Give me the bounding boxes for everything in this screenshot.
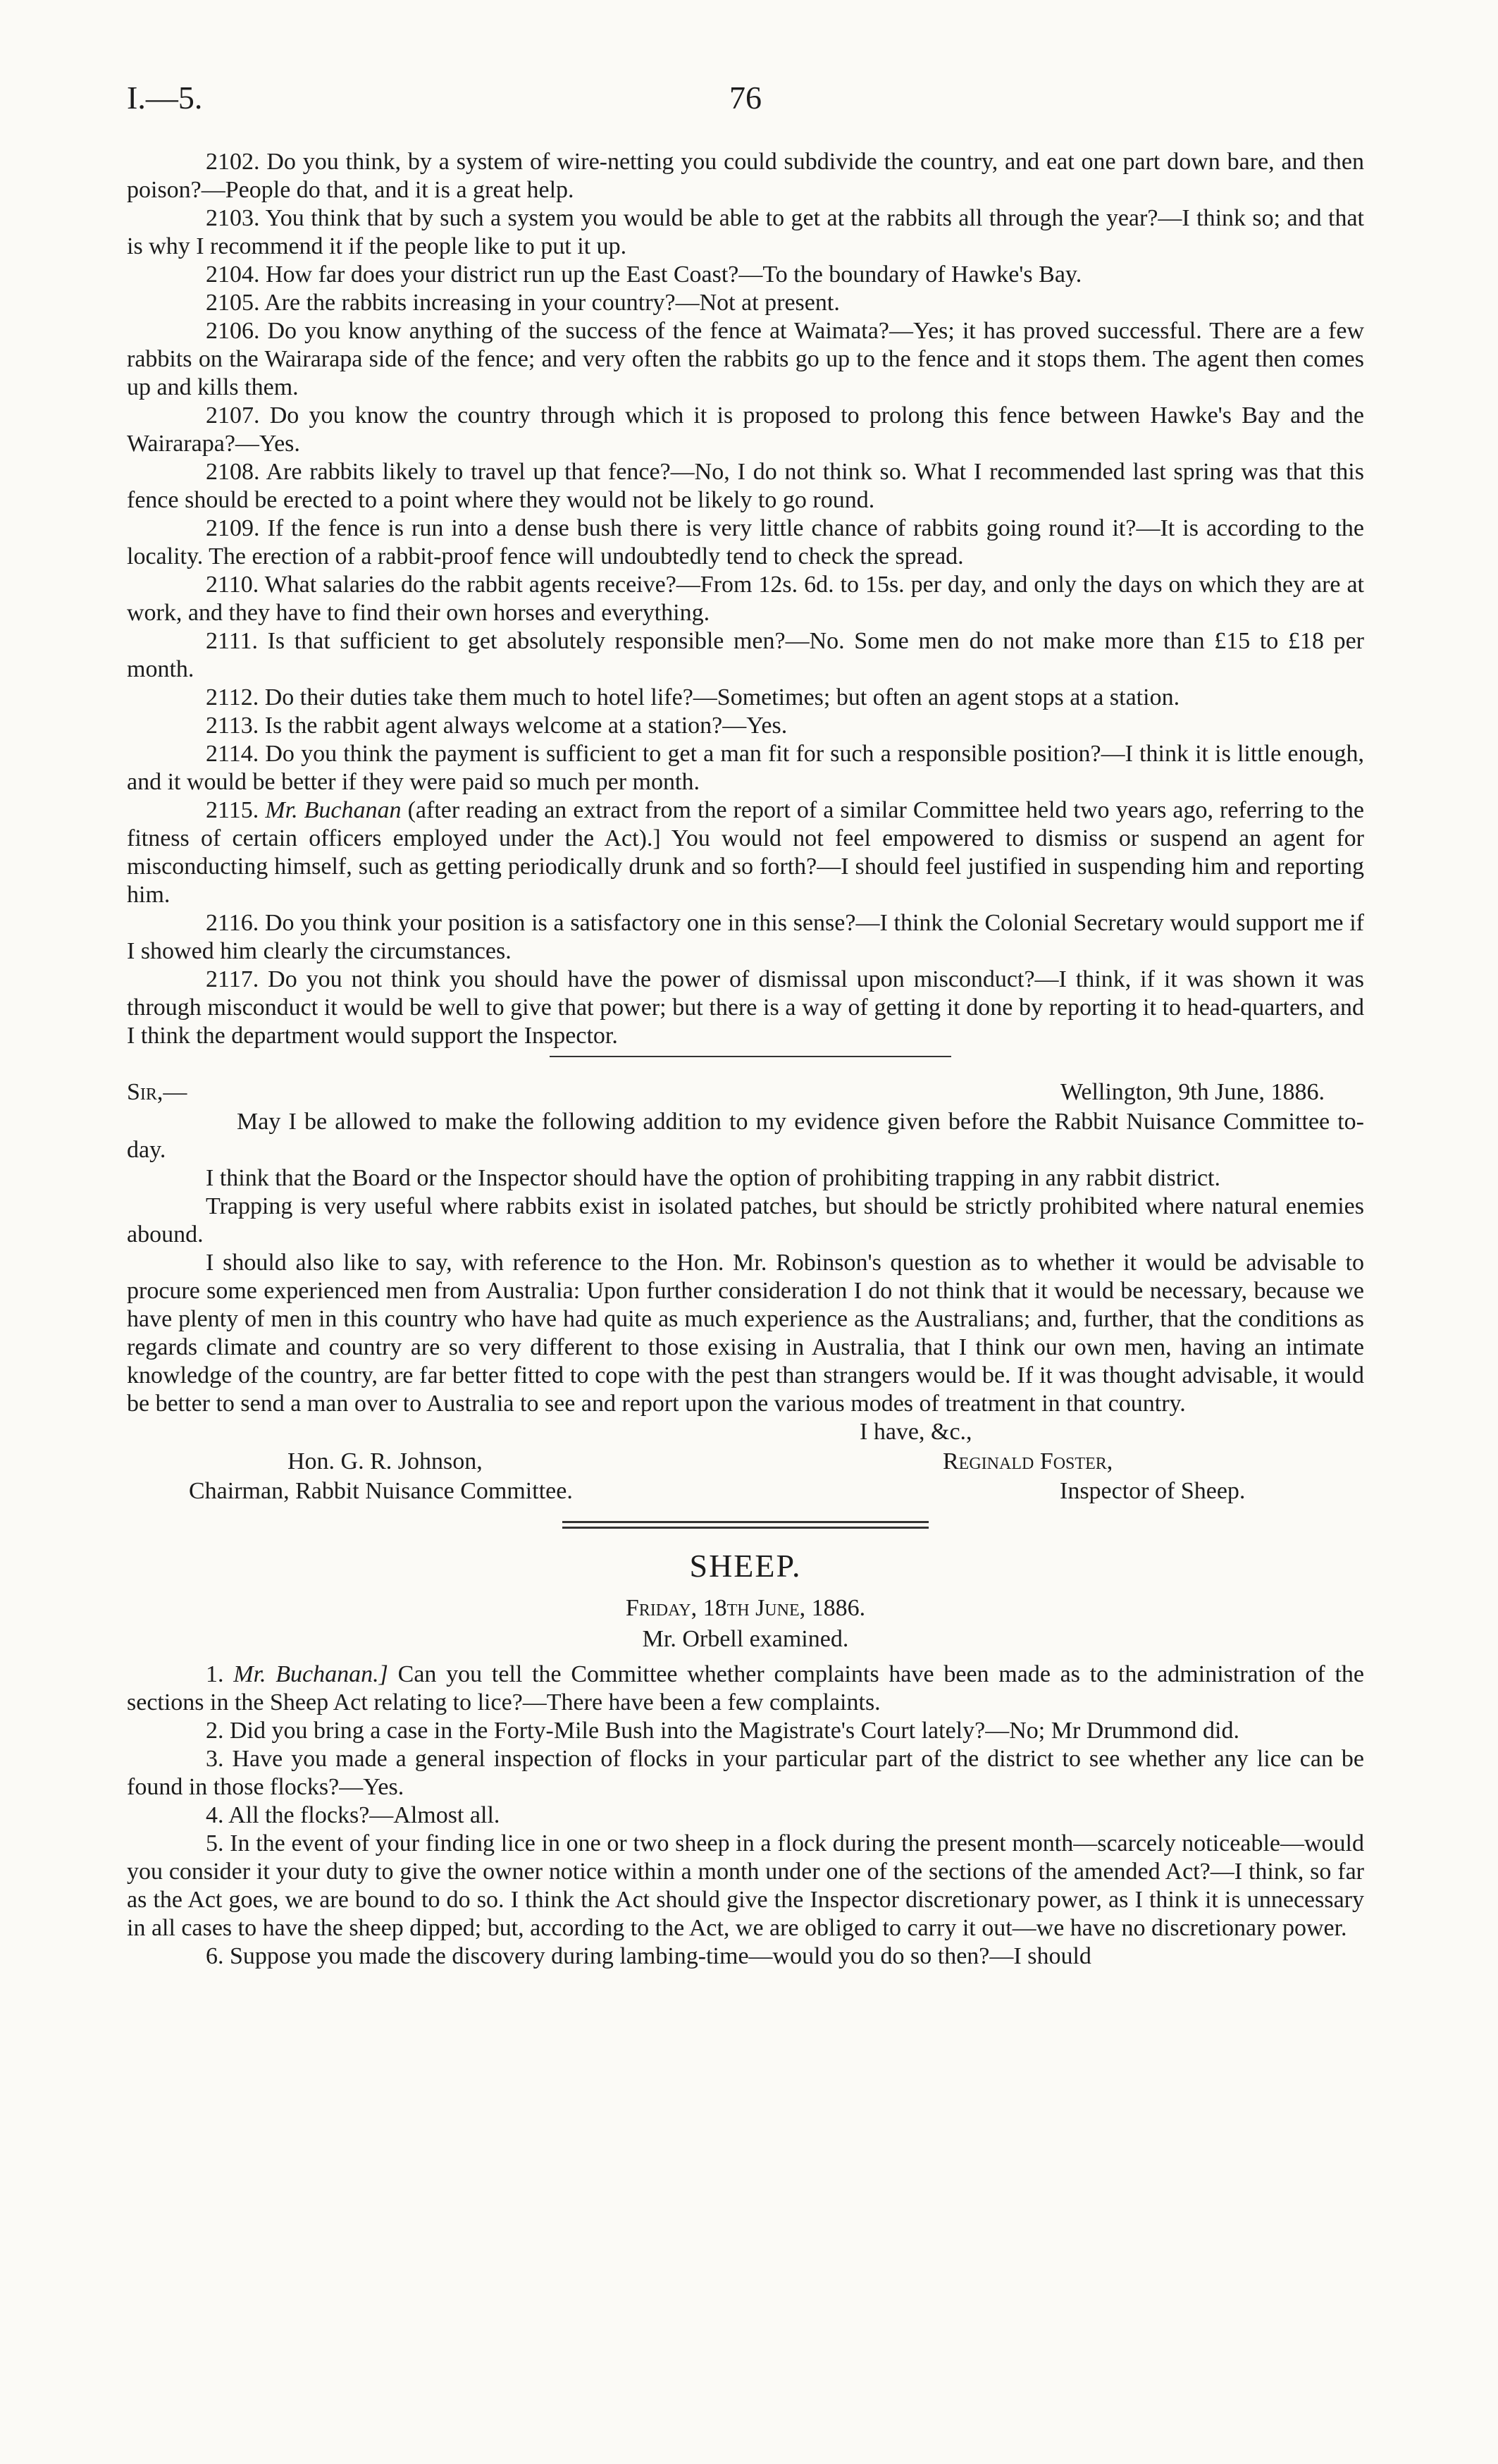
question-text: Can you tell the Committee whether complaints have been made as to the administration of the sections in the Sheep Act relating to lice?—There have been a few complaints.	[127, 1661, 1364, 1715]
qa-paragraph: 2113. Is the rabbit agent always welcome at a station?—Yes.	[206, 713, 788, 739]
question-number: 1.	[206, 1661, 224, 1687]
qa-paragraph: 2111. Is that sufficient to get absolutely responsible men?—No. Some men do not make more than £15 to £18 per month.	[127, 628, 1364, 682]
qa-paragraph: 4. All the flocks?—Almost all.	[206, 1802, 500, 1828]
qa-paragraph: 2116. Do you think your position is a satisfactory one in this sense?—I think the Colonial Secretary would support me if I showed him clearly the circumstances.	[127, 910, 1364, 964]
qa-paragraph: 2102. Do you think, by a system of wire-netting you could subdivide the country, and eat one part down bare, and then poison?—People do that, and it is a great help.	[127, 149, 1364, 203]
qa-paragraph: 2110. What salaries do the rabbit agents receive?—From 12s. 6d. to 15s. per day, and only the days on which they are at work, and they have to find their own horses and everything.	[127, 572, 1364, 626]
qa-paragraph: 3. Have you made a general inspection of flocks in your particular part of the district to see whether any lice can be found in those flocks?—Yes.	[127, 1746, 1364, 1800]
recipient-title: Chairman, Rabbit Nuisance Committee.	[189, 1478, 573, 1504]
recipient-name: Hon. G. R. Johnson,	[287, 1448, 483, 1474]
qa-paragraph: 2103. You think that by such a system you would be able to get at the rabbits all through the year?—I think so; and that is why I recommend it if the people like to put it up.	[127, 205, 1364, 259]
section-divider	[550, 1056, 951, 1057]
double-divider	[562, 1521, 929, 1529]
question-text: (after reading an extract from the report of a similar Committee held two years ago, referring to the fitness of certain officers employed under the Act).] You would not feel empowered to dismiss or suspend an agent for misconducting himself, such as getting periodically drunk and so forth?—I should feel justified in suspending him and reporting him.	[127, 797, 1365, 908]
qa-paragraph: 2106. Do you know anything of the success of the fence at Waimata?—Yes; it has proved successful. There are a few rabbits on the Wairarapa side of the fence; and very often the rabbits go up to the fence and it stops them. The agent then comes up and kills them.	[127, 318, 1364, 400]
letter-heading	[127, 1078, 1364, 1108]
session-date: Friday, 18th June, 1886.	[625, 1595, 866, 1621]
speaker-name: Mr. Buchanan.]	[233, 1661, 388, 1687]
qa-paragraph: 2104. How far does your district run up the East Coast?—To the boundary of Hawke's Bay.	[206, 261, 1082, 288]
question-number: 2115.	[206, 797, 259, 823]
qa-paragraph: 2114. Do you think the payment is sufficient to get a man fit for such a responsible position?—I think it is little enough, and it would be better if they were paid so much per month.	[127, 741, 1364, 795]
letter-paragraph: I think that the Board or the Inspector should have the option of prohibiting trapping in any rabbit district.	[206, 1165, 1220, 1191]
qa-paragraph: 2107. Do you know the country through which it is proposed to prolong this fence between Hawke's Bay and the Wairarapa?—Yes.	[127, 402, 1364, 457]
qa-paragraph: 5. In the event of your finding lice in one or two sheep in a flock during the present month—scarcely noticeable—would you consider it your duty to give the owner notice within a month under one of the sections of the amended Act?—I think, so far as the Act goes, we are bound to do so. I think the Act should give the Inspector discretionary power, as I think it is unnecessary in all cases to have the sheep dipped; but, according to the Act, we are obliged to carry it out—we have no discretionary power.	[127, 1830, 1364, 1941]
qa-paragraph: 6. Suppose you made the discovery during lambing-time—would you do so then?—I should	[206, 1943, 1091, 1969]
page-header	[127, 79, 1364, 128]
qa-paragraph: 2109. If the fence is run into a dense bush there is very little chance of rabbits going round it?—It is according to the locality. The erection of a rabbit-proof fence will undoubtedly tend to check the spread.	[127, 515, 1364, 569]
page-body	[127, 148, 1364, 1971]
letter-paragraph: I should also like to say, with reference to the Hon. Mr. Robinson's question as to whether it would be advisable to procure some experienced men from Australia: Upon further consideration I do not think that it would be necessary, because we have plenty of men in this country who have had quite as much experience as the Australians; and, further, that the conditions as regards climate and country are so very different to those exising in Australia, that I think our own men, having an intimate knowledge of the country, are far better fitted to cope with the pest than strangers would be. If it was thought advisable, it would be better to send a man over to Australia to see and report upon the various modes of treatment in that country.	[127, 1250, 1364, 1417]
qa-paragraph-2115	[127, 796, 1364, 909]
qa-paragraph: 2112. Do their duties take them much to hotel life?—Sometimes; but often an agent stops at a station.	[206, 684, 1180, 710]
qa-paragraph-1	[127, 1661, 1364, 1717]
closing-phrase: I have, &c.,	[860, 1419, 972, 1445]
letter-closing	[127, 1418, 1364, 1508]
qa-paragraph: 2108. Are rabbits likely to travel up that fence?—No, I do not think so. What I recommended last spring was that this fence should be erected to a point where they would not be likely to go round.	[127, 459, 1364, 513]
signatory-title: Inspector of Sheep.	[1060, 1478, 1246, 1504]
qa-paragraph: 2117. Do you not think you should have the power of dismissal upon misconduct?—I think, if it was shown it was through misconduct it would be well to give that power; but there is a way of getting it done by reporting it to head-quarters, and I think the department would support the Inspector.	[127, 966, 1364, 1049]
speaker-name: Mr. Buchanan	[265, 797, 402, 823]
qa-paragraph: 2105. Are the rabbits increasing in your country?—Not at present.	[206, 290, 840, 316]
letter-paragraph: Trapping is very useful where rabbits exist in isolated patches, but should be strictly prohibited where natural enemies abound.	[127, 1193, 1364, 1248]
signatory-name: Reginald Foster,	[943, 1448, 1113, 1474]
letter-location-date: Wellington, 9th June, 1886.	[1060, 1079, 1325, 1105]
letter-paragraph: May I be allowed to make the following addition to my evidence given before the Rabbit Nuisance Committee to-day.	[127, 1109, 1364, 1163]
report-reference: I.—5.	[127, 80, 203, 116]
section-heading: SHEEP.	[689, 1548, 802, 1584]
qa-paragraph: 2. Did you bring a case in the Forty-Mile Bush into the Magistrate's Court lately?—No; Mr Drummond did.	[206, 1718, 1239, 1744]
letter-salutation: Sir,—	[127, 1079, 187, 1105]
page-number: 76	[729, 80, 762, 116]
witness-line: Mr. Orbell examined.	[642, 1626, 849, 1652]
